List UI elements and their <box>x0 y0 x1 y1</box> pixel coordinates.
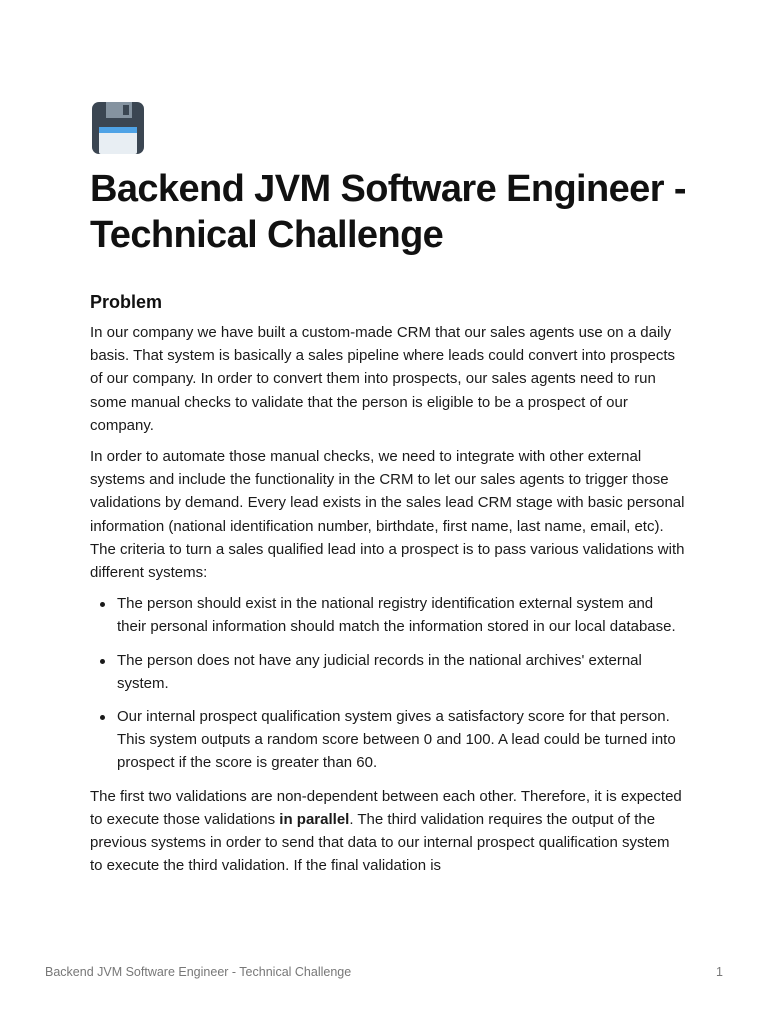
list-item-text: The person does not have any judicial records in the national archives' external system. <box>117 651 642 692</box>
section-heading: Problem <box>90 292 163 312</box>
page-title: Backend JVM Software Engineer - Technical Challenge <box>90 168 686 256</box>
list-item-text: Our internal prospect qualification system gives a satisfactory score for that person. This system outputs a random score between 0 and 100. A lead could be turned into prospect if the score is greater than 60. <box>117 708 676 772</box>
bullet-icon <box>100 602 105 607</box>
paragraph-closing <box>90 785 686 878</box>
paragraph-automation: In order to automate those manual checks, we need to integrate with other external systems and include the functionality in the CRM to let our sales agents to trigger those validations by demand. Every lead exists in the sales lead CRM stage with basic personal information (national identification number, birthdate, first name, last name, email, etc). The criteria to turn a sales qualified lead into a prospect is to pass various validations with different systems: <box>90 448 685 582</box>
bullet-icon <box>100 659 105 664</box>
document-page <box>90 100 686 885</box>
list-item <box>90 649 686 695</box>
bold-emphasis: in parallel <box>279 810 350 828</box>
list-item <box>90 705 686 775</box>
validation-list <box>90 592 686 774</box>
footer-title: Backend JVM Software Engineer - Technical Challenge <box>45 965 352 979</box>
floppy-disk-icon <box>90 100 146 156</box>
list-item-text: The person should exist in the national registry identification external system and their personal information should match the information stored in our local database. <box>117 595 676 636</box>
closing-text-start: The first two validations are non-dependent between each other. Therefore, it is expected to execute those validations <box>90 787 682 828</box>
list-item <box>90 592 686 638</box>
closing-text-end: . The third validation requires the output of the previous systems in order to send that data to our internal prospect qualification system to execute the third validation. If the final validation is <box>90 810 670 875</box>
page-number: 1 <box>716 965 723 979</box>
paragraph-intro: In our company we have built a custom-made CRM that our sales agents use on a daily basis. That system is basically a sales pipeline where leads could convert into prospects of our company. In order to convert them into prospects, our sales agents need to run some manual checks to validate that the person is eligible to be a prospect of our company. <box>90 324 676 434</box>
page-footer <box>45 965 723 979</box>
bullet-icon <box>100 715 105 720</box>
